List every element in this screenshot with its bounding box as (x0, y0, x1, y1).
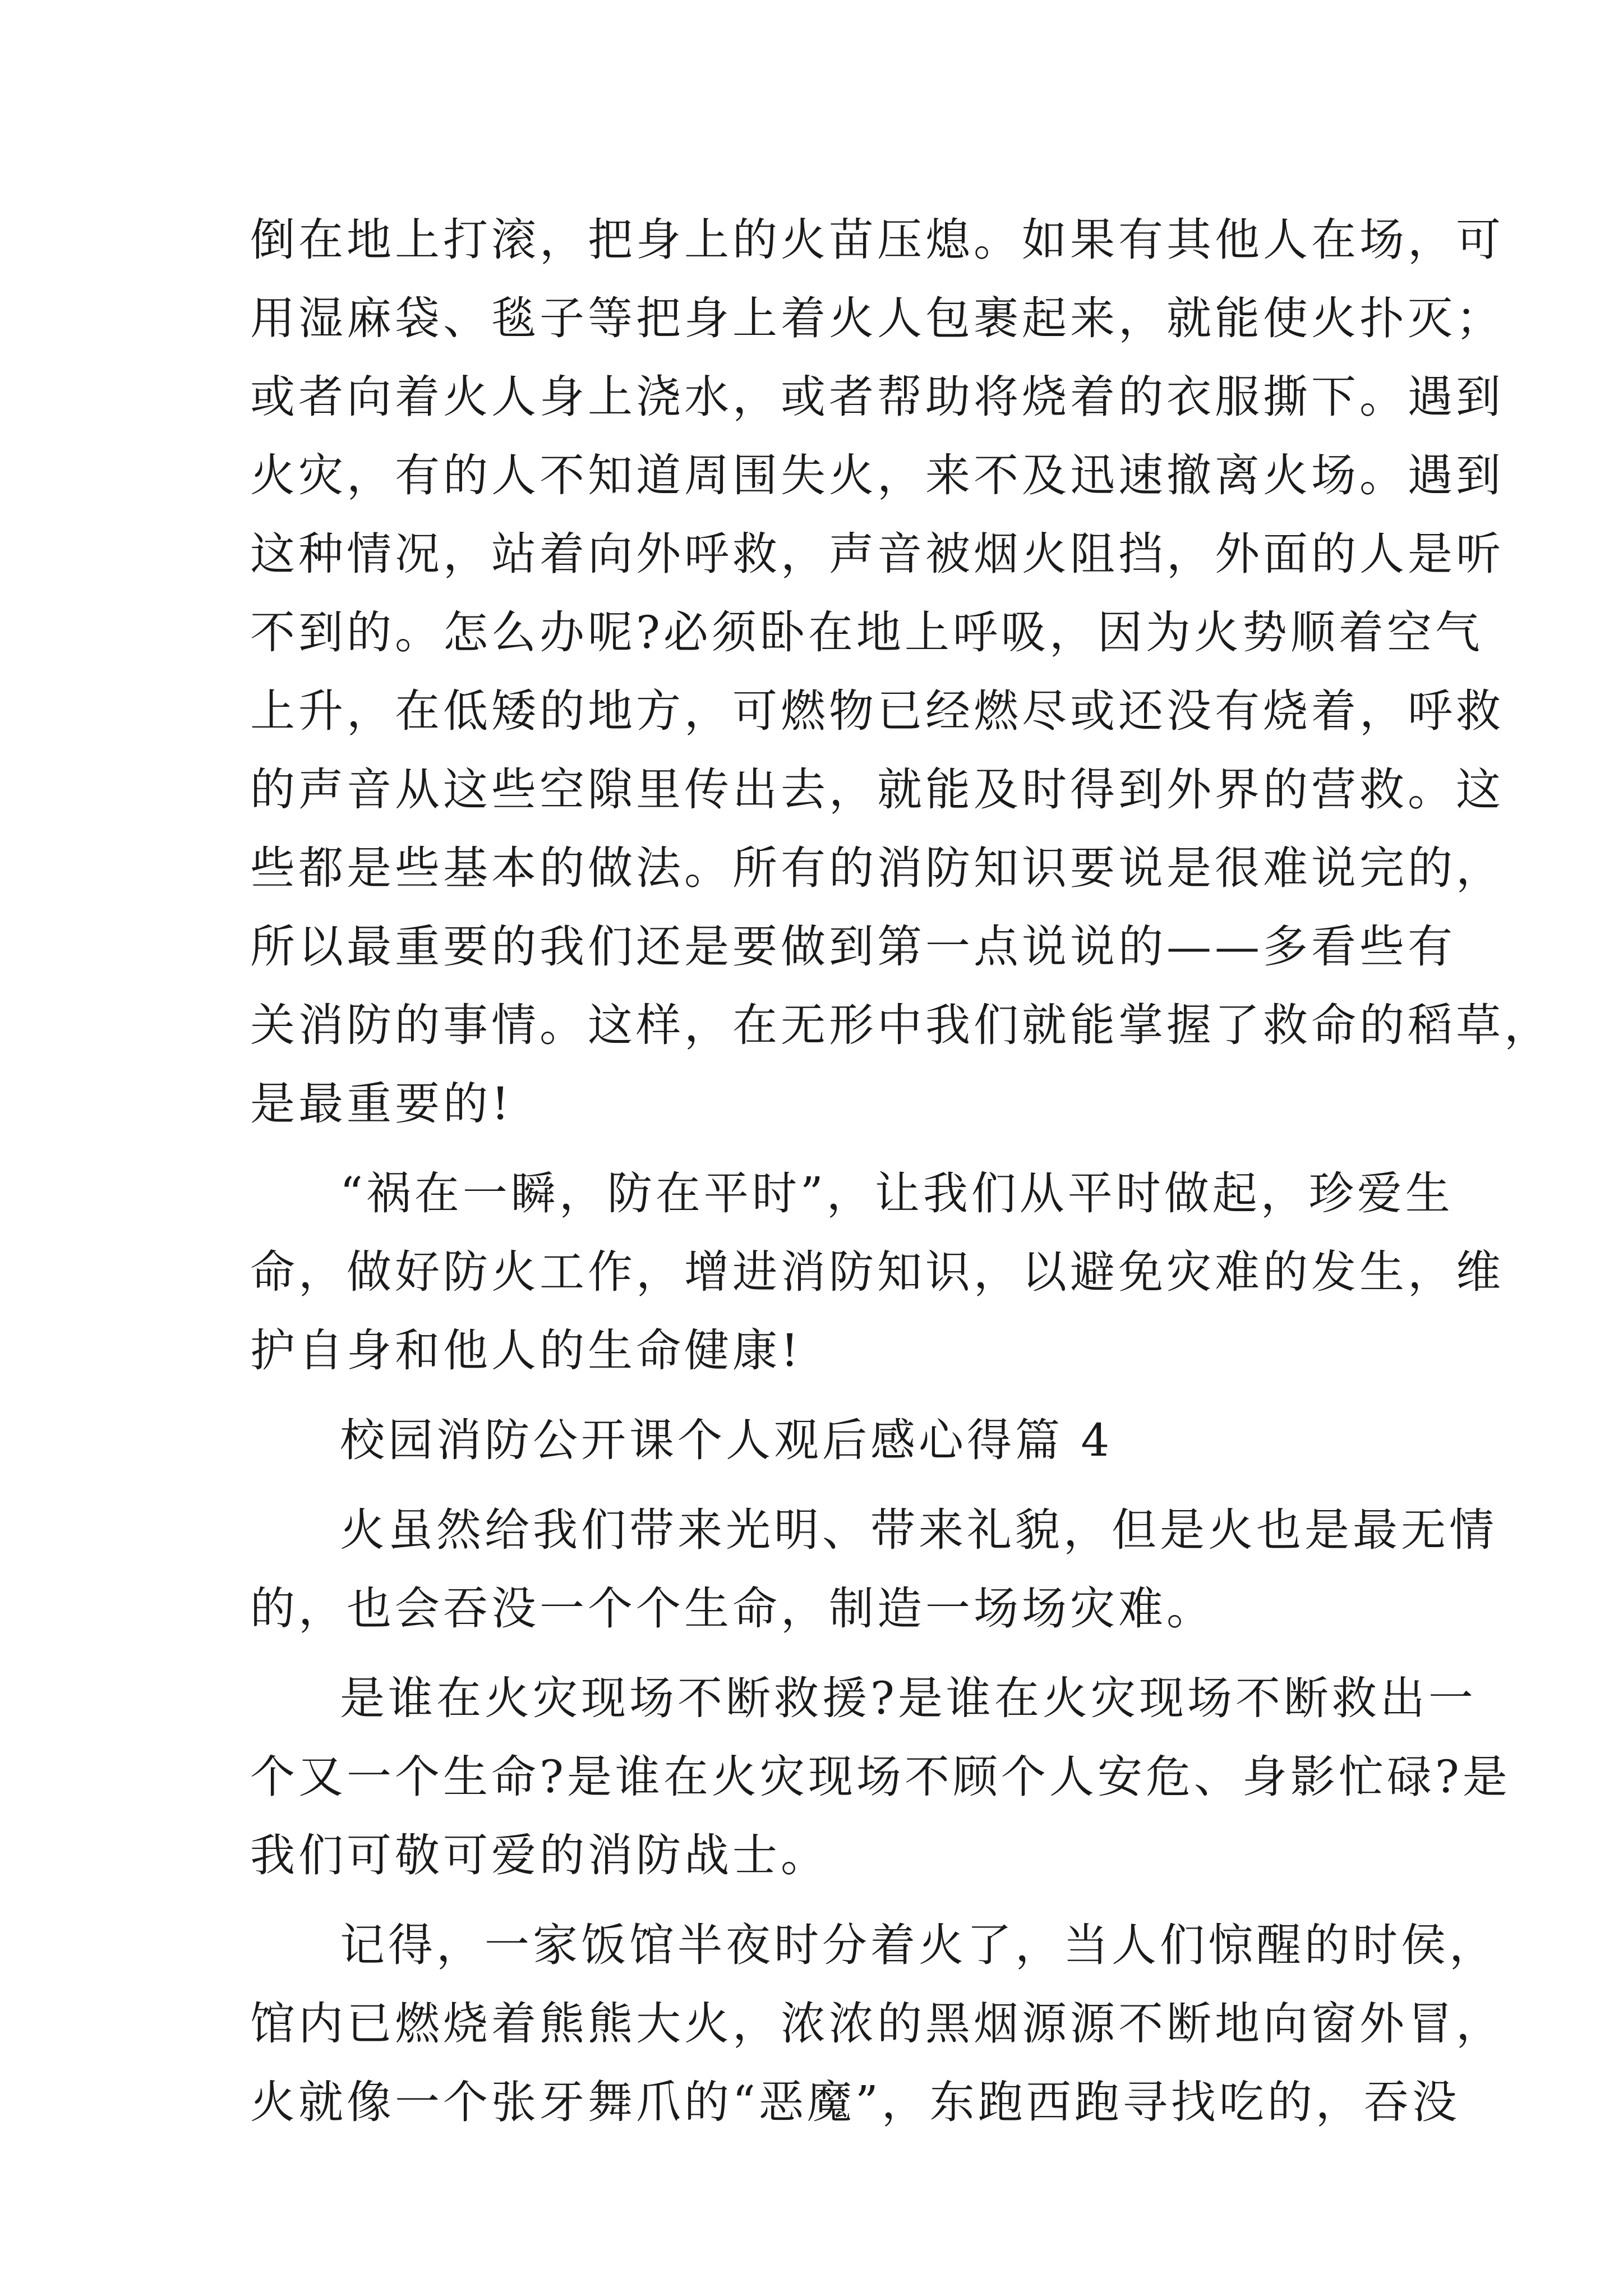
section-heading: 校园消防公开课个人观后感心得篇 4 (340, 1414, 1113, 1466)
text-line: 上升，在低矮的地方，可燃物已经燃尽或还没有烧着，呼救 (250, 685, 1504, 737)
text-line: 倒在地上打滚，把身上的火苗压熄。如果有其他人在场，可 (250, 214, 1504, 266)
text-line: 或者向着火人身上浇水，或者帮助将烧着的衣服撕下。遇到 (250, 371, 1504, 423)
text-line: 我们可敬可爱的消防战士。 (250, 1829, 829, 1881)
text-line: 的声音从这些空隙里传出去，就能及时得到外界的营救。这 (250, 763, 1504, 816)
text-line: 馆内已燃烧着熊熊大火，浓浓的黑烟源源不断地向窗外冒， (250, 1998, 1504, 2050)
text-line: 不到的。怎么办呢?必须卧在地上呼吸，因为火势顺着空气 (250, 606, 1483, 659)
paragraph-first-line: 记得，一家饭馆半夜时分着火了，当人们惊醒的时侯， (340, 1919, 1497, 1971)
text-line: 用湿麻袋、毯子等把身上着火人包裹起来，就能使火扑灭； (250, 292, 1504, 344)
text-line: 火灾，有的人不知道周围失火，来不及迅速撤离火场。遇到 (250, 449, 1504, 501)
text-line: 护自身和他人的生命健康! (250, 1324, 803, 1377)
text-line: 个又一个生命?是谁在火灾现场不顾个人安危、身影忙碌?是 (250, 1751, 1511, 1803)
paragraph-first-line: 火虽然给我们带来光明、带来礼貌，但是火也是最无情 (340, 1504, 1497, 1556)
text-line: 是最重要的! (250, 1078, 513, 1130)
text-line: 这种情况，站着向外呼救，声音被烟火阻挡，外面的人是听 (250, 528, 1504, 580)
text-line: 些都是些基本的做法。所有的消防知识要说是很难说完的， (250, 842, 1504, 894)
text-line: 命，做好防火工作，增进消防知识，以避免灾难的发生，维 (250, 1246, 1504, 1298)
text-line: 的，也会吞没一个个生命，制造一场场灾难。 (250, 1582, 1215, 1635)
text-line: 火就像一个张牙舞爪的“恶魔”，东跑西跑寻找吃的，吞没 (250, 2076, 1460, 2128)
paragraph-first-line: “祸在一瞬，防在平时”，让我们从平时做起，珍爱生 (340, 1167, 1454, 1220)
text-line: 关消防的事情。这样，在无形中我们就能掌握了救命的稻草， (250, 999, 1552, 1051)
text-line: 所以最重要的我们还是要做到第一点说说的——多看些有 (250, 921, 1456, 973)
paragraph-first-line: 是谁在火灾现场不断救援?是谁在火灾现场不断救出一 (340, 1672, 1477, 1724)
